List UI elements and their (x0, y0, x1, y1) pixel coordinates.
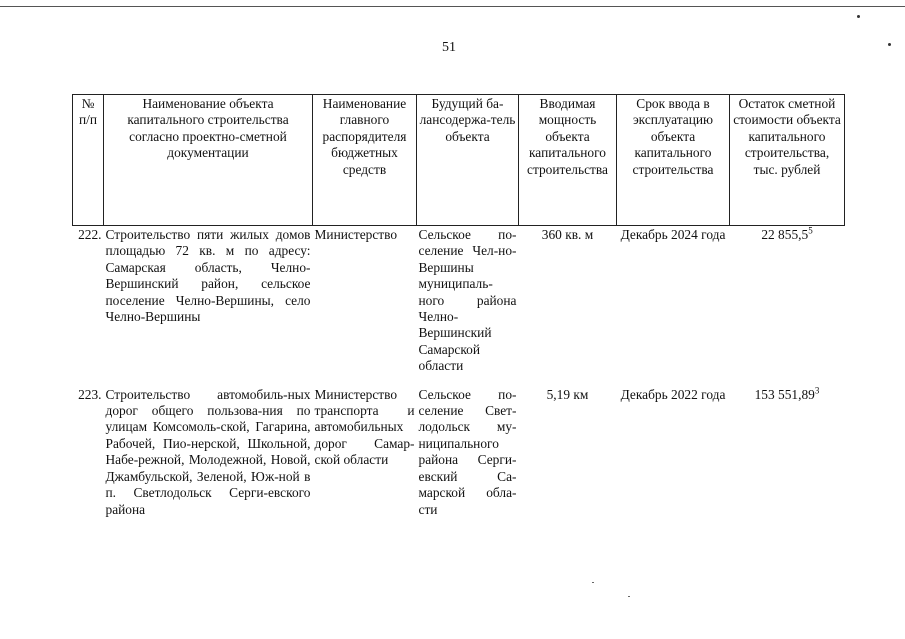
remaining-cost-value: 22 855,5 (761, 227, 809, 242)
commissioning-term: Декабрь 2022 года (620, 386, 726, 402)
capacity: 360 кв. м (541, 227, 594, 242)
scan-speck (857, 15, 860, 18)
header-budget-manager: Наименование главного распорядителя бюджетных средств (313, 95, 417, 226)
header-remaining-cost: Остаток сметной стоимости объекта капитального строительства, тыс. рублей (730, 95, 845, 226)
object-name: Строительство пяти жилых домов площадью 72 кв. м по адресу: Самарская область, Челно-Вершинский район, сельское поселение Челно-Вершины, село Челно-Вершины (105, 227, 311, 325)
budget-manager: Министерство (314, 227, 398, 242)
future-holder: Сельское по-селение Свет-лодольск му-ниципального района Серги-евский Са-марской обла-сти (418, 386, 517, 517)
remaining-cost (730, 226, 845, 387)
footnote-mark: 5 (808, 225, 813, 236)
page-number: 51 (442, 40, 456, 55)
future-holder: Сельское по-селение Чел-но-Вершины муниципаль-ного района Челно-Вершинский Самарской области (418, 227, 517, 374)
capital-construction-table (72, 94, 845, 518)
footnote-mark: 3 (814, 385, 820, 396)
object-name: Строительство автомобиль-ных дорог общего пользова-ния по улицам Комсомоль-ской, Гагарина, Рабочей, Пио-нерской, Школьной, Набе-режной, Молодежной, Новой, Джамбульской, Зеленой, Юж-ной в п. Светлодольск Серги-евского района (105, 386, 311, 517)
scan-speck (628, 596, 630, 597)
capacity: 5,19 км (546, 386, 589, 402)
header-capacity: Вводимая мощность объекта капитального строительства (519, 95, 617, 226)
header-commissioning-term: Срок ввода в эксплуатацию объекта капитального строительства (617, 95, 730, 226)
top-border-line (0, 6, 905, 7)
row-number: 223. (78, 386, 102, 402)
table-header-row (73, 95, 845, 226)
scan-speck (888, 43, 891, 46)
table-row (73, 387, 845, 518)
header-number: № п/п (73, 95, 104, 226)
header-object-name: Наименование объекта капитального строительства согласно проектно-сметной документации (104, 95, 313, 226)
row-number: 222. (78, 227, 102, 242)
table-row (73, 226, 845, 387)
header-future-holder: Будущий ба-лансодержа-тель объекта (417, 95, 519, 226)
remaining-cost-value: 153 551,89 (754, 386, 815, 402)
scan-speck (592, 582, 594, 583)
commissioning-term: Декабрь 2024 года (620, 227, 726, 242)
remaining-cost (730, 387, 845, 518)
budget-manager: Министерство транспорта и автомобильных дорог Самар-ской области (314, 386, 415, 468)
